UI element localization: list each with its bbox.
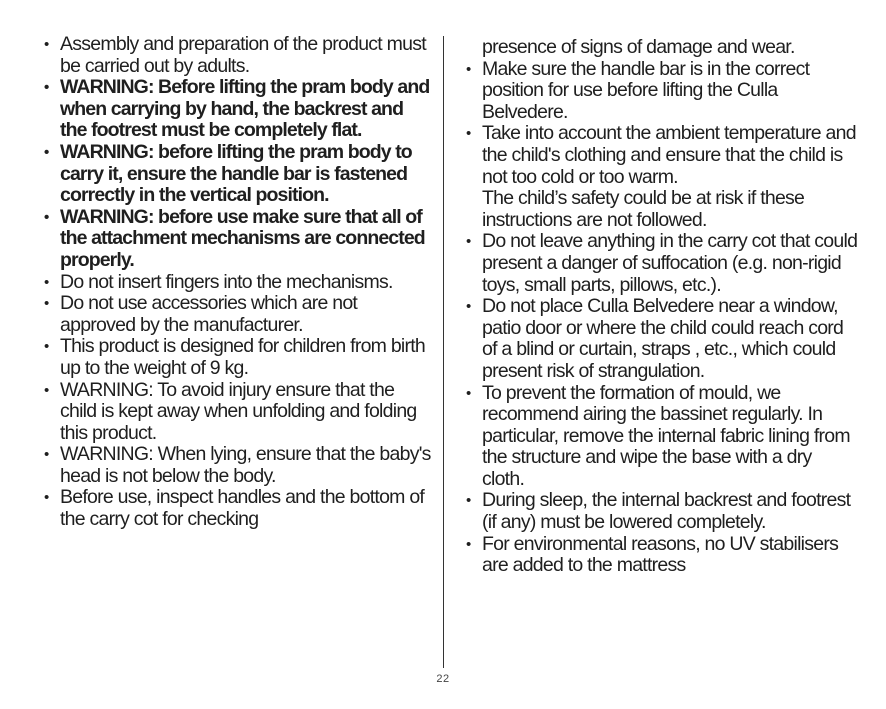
warning-item: • WARNING: before lifting the pram body to carry it, ensure the handle bar is fastened correctly in the vertical position. (44, 142, 434, 207)
safety-note: The child’s safety could be at risk if these instructions are not followed. (482, 187, 805, 231)
list-item: • Assembly and preparation of the product must be carried out by adults. (44, 34, 434, 77)
list-item (466, 123, 858, 231)
column-divider (443, 36, 444, 668)
left-column (44, 34, 434, 531)
list-item: • Do not place Culla Belvedere near a window, patio door or where the child could reach cord of a blind or curtain, straps , etc., which could present risk of strangulation. (466, 296, 858, 382)
list-item: • WARNING: To avoid injury ensure that the child is kept away when unfolding and folding this product. (44, 380, 434, 445)
list-item: • To prevent the formation of mould, we recommend airing the bassinet regularly. In particular, remove the internal fabric lining from the structure and wipe the base with a dry cloth. (466, 383, 858, 491)
warning-item: • WARNING: before use make sure that all of the attachment mechanisms are connected properly. (44, 207, 434, 272)
list-item: • Do not leave anything in the carry cot that could present a danger of suffocation (e.g. non-rigid toys, small parts, pillows, etc.). (466, 231, 858, 296)
list-item: • For environmental reasons, no UV stabilisers are added to the mattress (466, 534, 858, 577)
page-number: 22 (436, 673, 450, 685)
list-item: • WARNING: When lying, ensure that the baby's head is not below the body. (44, 444, 434, 487)
list-item: • This product is designed for children from birth up to the weight of 9 kg. (44, 336, 434, 379)
list-item-text: Take into account the ambient temperature and the child's clothing and ensure that the child is not too cold or too warm. (482, 122, 856, 188)
list-item: • During sleep, the internal backrest and footrest (if any) must be lowered completely. (466, 490, 858, 533)
list-item: • Do not insert fingers into the mechanisms. (44, 272, 434, 294)
continued-text: presence of signs of damage and wear. (482, 36, 795, 58)
list-item: • Make sure the handle bar is in the correct position for use before lifting the Culla Belvedere. (466, 59, 858, 124)
list-item: • Do not use accessories which are not approved by the manufacturer. (44, 293, 434, 336)
right-column (466, 37, 858, 577)
list-item: • Before use, inspect handles and the bottom of the carry cot for checking (44, 487, 434, 530)
warning-item: • WARNING: Before lifting the pram body and when carrying by hand, the backrest and the footrest must be completely flat. (44, 77, 434, 142)
